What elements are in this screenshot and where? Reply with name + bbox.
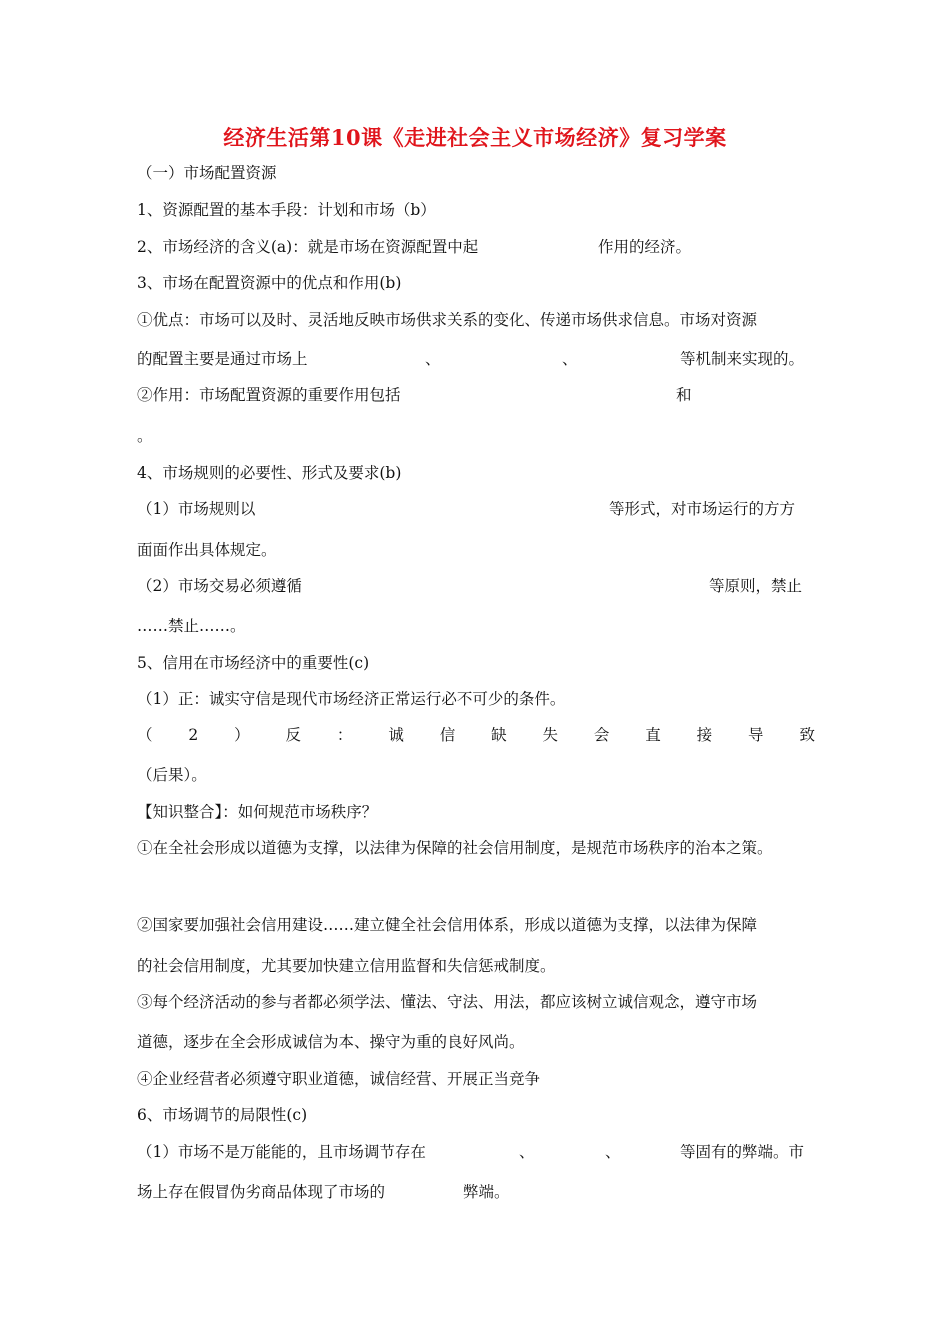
text-char: 致 bbox=[799, 726, 815, 744]
text-line: 道德，逐步在全会形成诚信为本、操守为重的良好风尚。 bbox=[137, 1033, 525, 1051]
text-line: （后果）。 bbox=[137, 766, 207, 784]
text-line: （1）市场不是万能能的，且市场调节存在 bbox=[137, 1143, 426, 1161]
text-line: 的配置主要是通过市场上 bbox=[137, 350, 308, 368]
text-line: 5、信用在市场经济中的重要性(c) bbox=[137, 654, 370, 672]
text-line: 面面作出具体规定。 bbox=[137, 541, 277, 559]
text-line: （1）市场规则以 bbox=[137, 500, 256, 518]
page-title: 经济生活第10课《走进社会主义市场经济》复习学案 bbox=[223, 125, 727, 150]
text-char: 诚 bbox=[388, 726, 404, 744]
text-line: ②作用：市场配置资源的重要作用包括 bbox=[137, 386, 401, 404]
text-char: （ bbox=[137, 726, 153, 744]
text-char: 直 bbox=[645, 726, 661, 744]
text-line: 4、市场规则的必要性、形式及要求(b) bbox=[137, 464, 402, 482]
text-line: 【知识整合】：如何规范市场秩序？ bbox=[137, 803, 378, 821]
text-char: 导 bbox=[748, 726, 764, 744]
justified-line bbox=[137, 724, 815, 746]
text-char: 失 bbox=[542, 726, 558, 744]
text-line: 和 bbox=[676, 386, 692, 404]
text-char: 会 bbox=[593, 726, 610, 744]
text-line: ③每个经济活动的参与者都必须学法、懂法、守法、用法，都应该树立诚信观念，遵守市场 bbox=[137, 993, 758, 1011]
text-line: 等原则，禁止 bbox=[709, 577, 803, 595]
text-line: （1）正：诚实守信是现代市场经济正常运行必不可少的条件。 bbox=[137, 690, 566, 708]
text-char: 2 bbox=[188, 726, 199, 744]
text-line: 作用的经济。 bbox=[598, 238, 692, 256]
text-line: ②国家要加强社会信用建设……建立健全社会信用体系，形成以道德为支撑，以法律为保障 bbox=[137, 916, 758, 934]
text-line: 、 bbox=[519, 1143, 535, 1161]
text-line: 弊端。 bbox=[463, 1183, 510, 1201]
text-line: 6、市场调节的局限性(c) bbox=[137, 1106, 308, 1124]
text-line: 2、市场经济的含义(a)：就是市场在资源配置中起 bbox=[137, 238, 479, 256]
text-char: 接 bbox=[696, 726, 713, 744]
text-line: 等形式，对市场运行的方方 bbox=[609, 500, 796, 518]
text-line: ①在全社会形成以道德为支撑，以法律为保障的社会信用制度，是规范市场秩序的治本之策。 bbox=[137, 839, 773, 857]
text-char: ： bbox=[336, 726, 353, 744]
text-line: 场上存在假冒伪劣商品体现了市场的 bbox=[137, 1183, 386, 1201]
text-line: 1、资源配置的基本手段：计划和市场（b） bbox=[137, 201, 436, 219]
text-line: 。 bbox=[137, 427, 153, 445]
section-heading: （一）市场配置资源 bbox=[137, 164, 277, 182]
text-line: 3、市场在配置资源中的优点和作用(b) bbox=[137, 274, 402, 292]
text-char: 信 bbox=[439, 726, 456, 744]
text-line: ……禁止……。 bbox=[137, 617, 246, 635]
text-line: 、 bbox=[605, 1143, 621, 1161]
text-line: 等固有的弊端。市 bbox=[680, 1143, 805, 1161]
text-line: （2）市场交易必须遵循 bbox=[137, 577, 302, 595]
text-line: 、 bbox=[425, 350, 441, 368]
text-line: 、 bbox=[562, 350, 578, 368]
text-char: 反 bbox=[285, 726, 302, 744]
text-line: ④企业经营者必须遵守职业道德，诚信经营、开展正当竞争 bbox=[137, 1070, 541, 1088]
text-char: ） bbox=[234, 726, 250, 744]
text-line: ①优点：市场可以及时、灵活地反映市场供求关系的变化、传递市场供求信息。市场对资源 bbox=[137, 311, 758, 329]
text-line: 的社会信用制度，尤其要加快建立信用监督和失信惩戒制度。 bbox=[137, 957, 556, 975]
text-line: 等机制来实现的。 bbox=[680, 350, 805, 368]
text-char: 缺 bbox=[491, 726, 507, 744]
